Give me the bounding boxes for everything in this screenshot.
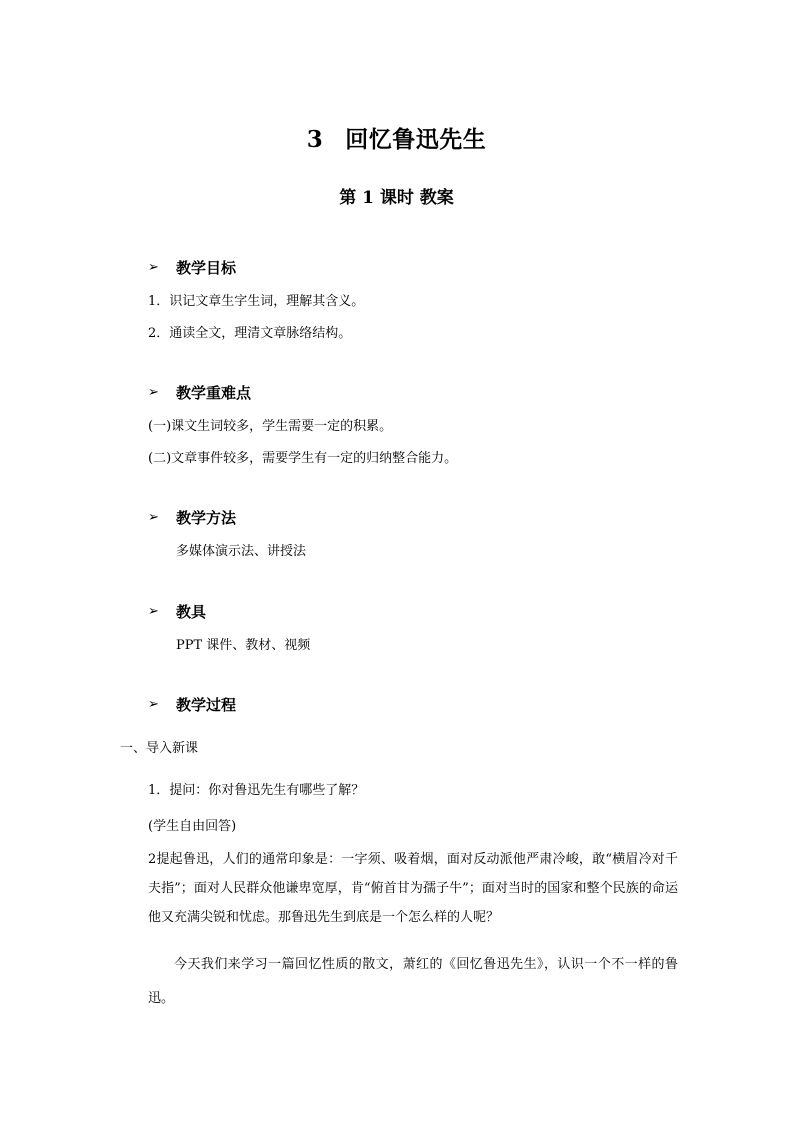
- arrow-bullet-icon: ➢: [148, 510, 159, 525]
- section-heading-methods: [148, 507, 236, 528]
- heading-text: 教学方法: [176, 509, 237, 527]
- arrow-bullet-icon: ➢: [148, 260, 159, 275]
- heading-text: 教学重难点: [176, 384, 252, 402]
- key-point-item: (一)课文生词较多，学生需要一定的积累。: [148, 419, 393, 434]
- heading-text: 教具: [176, 603, 207, 621]
- methods-text: 多媒体演示法、讲授法: [176, 544, 307, 559]
- section-heading-objectives: [148, 257, 236, 278]
- section-heading-key-points: [148, 382, 251, 403]
- lesson-title: 回忆鲁迅先生: [345, 126, 487, 153]
- document-subtitle: 第 1 课时 教案: [339, 188, 454, 208]
- arrow-bullet-icon: ➢: [148, 697, 159, 712]
- arrow-bullet-icon: ➢: [148, 604, 159, 619]
- tools-text: PPT 课件、教材、视频: [176, 638, 311, 653]
- process-question: 1．提问：你对鲁迅先生有哪些了解？: [148, 783, 365, 798]
- process-paragraph: 今天我们来学习一篇回忆性质的散文，萧红的《回忆鲁迅先生》，认识一个不一样的鲁迅。: [148, 957, 678, 1006]
- key-point-item: (二)文章事件较多，需要学生有一定的归纳整合能力。: [148, 451, 458, 466]
- process-part-title: 一、导入新课: [120, 741, 199, 756]
- section-heading-process: [148, 694, 236, 715]
- heading-text: 教学过程: [176, 696, 237, 714]
- lesson-number: 3: [306, 126, 324, 153]
- arrow-bullet-icon: ➢: [148, 385, 159, 400]
- section-heading-tools: [148, 601, 206, 622]
- heading-text: 教学目标: [176, 259, 237, 277]
- document-title: [0, 121, 793, 154]
- objective-item: 2．通读全文，理清文章脉络结构。: [148, 326, 352, 341]
- objective-item: 1．识记文章生字生词，理解其含义。: [148, 294, 365, 309]
- process-paragraph: 2提起鲁迅，人们的通常印象是：一字须、吸着烟，面对反动派他严肃冷峻，敢“横眉冷对千夫指”；面对人民群众他谦卑宽厚，肯“俯首甘为孺子牛”；面对当时的国家和整个民族的命运他又充满尖锐和忧虑。那鲁迅先生到底是一个怎么样的人呢？: [148, 852, 678, 925]
- process-note: (学生自由回答): [148, 819, 237, 834]
